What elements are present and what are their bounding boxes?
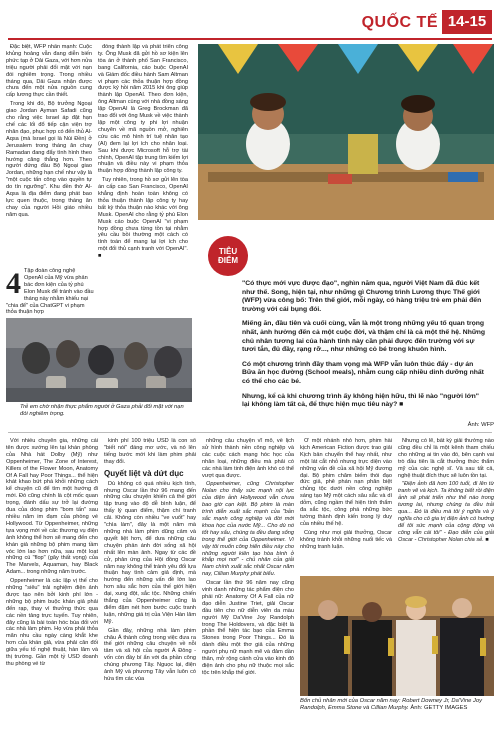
paragraph: Gần đây, những nhà làm phim châu Á thành công trong việc đưa ra thế giới những câu chuyện về nỗi tâm và xã hội của người Á Đông - vốn còn đầy bí ẩn với đa phần công chúng phương Tây. Nguọc lại, điện ảnh Mỹ và phương Tây vẫn luôn có hứa tìm các vùa xyxy=(104,627,196,682)
bottom-column-4 xyxy=(300,438,392,572)
bottom-column-1 xyxy=(6,438,98,728)
paragraph: Dù không có quá nhiều kịch tính, nhưng Oscar lần thứ 96 mang đến những câu chuyện khiến cả thế giới tập trung vào độ dễ bình luận, để thấy lý quan điểm, thậm chí tranh cãi. Không còn nhiều "ve vuốt" hay "chìa làm", đây là một năm mà những nhà làm phim dũng cảm và quyết liệt hơn, để dưa những câu chuyện phản ánh đời sống xã hội nhất lên màn ảnh. Ngay từ các đề cử, phản ứng của Hội đồng Oscar năm nay không thể tránh yêu đối lựa thuận hay tình cảm giả định, mà hướng đến những vấn đề lớn lao hơn sâu sắc hơn của thế giới hiện đại, xung đột, sắc tộc. Những chiến thắng của Oppenheimer cũng là điểm đặm nét hơn bước cuộc tranh luận, những giá trị của Viện Hàn lâm Mỹ. xyxy=(104,480,196,625)
subheading: Quyết liệt và dứt dục xyxy=(104,468,184,478)
dropcap-article xyxy=(6,268,94,316)
dropcap-text: Tập đoàn công nghệ OpenAI của Mỹ vừa phản bác đơn kiện của tỷ phú Elon Musk để tránh vào đầu tháng này nhằm khiếu nại "chia để" của ChatGPT vi phạm thỏa thuận hợp xyxy=(6,268,94,316)
paragraph: Cùng như mọi giải thưởng, Oscar không tránh khỏi những nuối tiếc và những tranh luận. xyxy=(300,529,392,550)
paragraph: Oppenheimer là các lặp vị thế cho những "siêu" trải nghiệm điện ảnh được tạo nên bởi kinh phí lớn - những bộ phim buộc khán giả phải đến rạp, thay vì thưởng thức qua các nền tảng trực tuyến. Tuy nhiên, đây cũng là bài toán hóc búa đối với các nhà làm phim. Họ vừa phải thỏa mãn nhu cầu ngày càng khắt khe hơn của khán giả, vừa phải cân đối giữa yếu tố nghệ thuật, hàn lâm và thị trường. Gần một tỷ USD doanh thu phòng vé từ xyxy=(6,578,98,667)
oscar-winners-image xyxy=(300,576,494,696)
focus-paragraph: Miếng ăn, đầu tiên và cuối cùng, vẫn là một trong những yếu tố quan trọng nhất, ảnh hưởng đến cả một cuộc đời, và thậm chí là cả một thế hệ. Những chủ nhân tương lai của hành tinh này cần phải được đến trường với sự tươi tắn, đủ đầy, rạng rỡ..., như những cỏ bé trong khuôn hình. xyxy=(242,320,486,354)
paragraph: kinh phí 100 triệu USD là con số "biết nói" đáng mơ ước, và nó lên tiếng bước mới khi làm phim phải thay đổi. xyxy=(104,438,196,465)
focus-paragraph: "Có thực mới vực được đạo", nghìn năm qua, người Việt Nam đã đúc kết như thế. Song, hiện tại, như những gì Chương trình Lương thực Thế giới (WFP) vừa công bố: Trên thế giới, mỗi ngày, có hàng triệu trẻ em phải đến trường với cái bụng đói. xyxy=(242,280,482,313)
top-column-1 xyxy=(6,44,92,264)
oscar-photo-credit: Ảnh: GETTY IMAGES xyxy=(410,705,468,711)
header-rule xyxy=(8,38,492,40)
gaza-food-photo xyxy=(6,318,192,402)
section-divider xyxy=(8,432,492,433)
top-column-2 xyxy=(98,44,188,317)
gaza-photo-caption: Trẻ em chờ nhận thực phẩm người ở Gaza phải đối mặt với nạn đói nghiêm trọng. xyxy=(20,404,184,417)
focus-badge: TIÊU ĐIỂM xyxy=(208,236,248,276)
bottom-column-2 xyxy=(104,438,196,728)
paragraph: "Điện ảnh đã hơn 100 tuổi, đi lên từ tranh vẽ và kịch. Ta không biết rồi điện ảnh sẽ phát triển như thế nào trong tương lai, nhưng chúng ta đều trải qua... Đó là điều mà tôi ý nghĩa và ý nghĩa cho cô gia trị điện ảnh có hướng để tôi sức mạnh của cộng động và công vẫn cái tôi" - Đạo diễn của giải Oscar - Christopher Nolan chia sẻ. ■ xyxy=(398,481,494,543)
paragraph: Với nhiều chuyên gia, những cái tên được xướng lên tại khán phòng của Nhà hát Dolby (Mỹ) như Oppenheimer, The Zone of Interest, Killers of the Flower Moon, Anatomy Of A Fall hay Poor Things... thể hiện khát khao bứt phá khỏi những cách kể chuyện cũ để tìm một hướng đi mới. Đó cũng chính là cột mốc quan trọng, đánh dấu sự trở lại đường đua của dòng phim "bom tấn" sau nhiều năm im đạm của phòng vé Hollywood. Từ Oppenheimer, những tựa vọng mới về các thương vụ điện ảnh không thể hơn sẽ mang đến cho khán giả những bộ phim mang tầm vóc lớn lao hơn nữa, sau một loạt những cú "flop" (gây thất vọng) của The Marvels, Aquaman, hay Black Adam... trong những năm trước. xyxy=(6,438,98,576)
focus-photo-credit: Ảnh: WFP xyxy=(467,422,494,428)
focus-paragraph: Có một chương trình đầy tham vọng mà WFP vẫn luôn thúc đẩy - dự án Bữa ăn học đường (School meals), nhằm cung cấp nhiều dinh dưỡng nhất có thể cho các bé. xyxy=(242,360,484,385)
oscar-caption-text: Bốn chủ nhân mới của Oscar năm nay: Robert Downey Jr, Da'Vine Joy Randolph, Emma Stone và Cillian Murphy. xyxy=(300,698,483,711)
gaza-crowd-image xyxy=(6,318,192,402)
bottom-column-3 xyxy=(202,438,294,728)
paragraph: đồng thành lập và phát triển công ty. Ông Musk đã gửi hồ sơ kiện lên tòa án ở thành phố San Francisco, bang California, cáo buộc OpenAI và Giám đốc điều hành Sam Altman vi phạm các thỏa thuận hợp đồng được ký hồi năm 2015 khi ông giúp thành lập OpenAI. Theo đơn kiện, ông Altman cùng với nhà đồng sáng lập OpenAI là Greg Brockman đã trao đổi với ông Musk về việc thành lập một công ty phi lợi nhuận chuyên về mã nguồn mở, nghiên cứu các mô hình trí tuệ nhân tạo (AI) đem lại lợi ích cho nhân loại. Sau khi được Microsoft hỗ trợ tài chính, OpenAI tập trung tìm kiếm lợi nhuận và điều này vi phạm thỏa thuận hợp đồng thành lập công ty. xyxy=(98,44,188,175)
bottom-column-5 xyxy=(398,438,494,572)
school-children-image xyxy=(198,44,494,220)
section-title: QUỐC TẾ xyxy=(361,14,438,31)
paragraph: Ở một nhánh nhỏ hơn, phim hài kịch American Fiction được trao giải Kịch bản chuyển thể hay nhất, như một lát cắt nhỏ nhưng trực diện vào những vấn đề của xã hội Mỹ đương đại. Bộ phim chăm biếm thói đạo đức giả, phê phán nạn phân biệt chủng tộc dưới nền công nghiệp sáng tạo Mỹ một cách sâu sắc và dí dỏm, cũng ngầm thể hiện tính thẩm đa sắc tộc, công phá những bức tường thành định kiến trong lý duy của nhiều thế hệ. xyxy=(300,438,392,527)
paragraph: Nhưng có lẽ, bất kỳ giải thưởng nào cũng đều chỉ là một kênh tham chiếu cho những ai tin vào đó, bên cạnh vai trò đầu tiên là cắt thưởng thức thẩm mỹ của các nghệ sĩ. Và sau tất cả, nghệ thuật đích thực sẽ luôn tồn tại. xyxy=(398,438,494,479)
paragraph: Tuy nhiên, trong hồ sơ gửi lên tòa án cấp cao San Francisco, OpenAI khẳng định hoàn toàn không có thỏa thuận thành lập công ty hay bất kỳ thỏa thuận nào khác với ông Musk. OpenAI cho rằng tỷ phú Elon Musk cáo buộc OpenAI "vi phạm hợp đồng chưa từng tồn tại nhằm yêu cầu bồi thường một cách có tính toán để mang lại lợi ích cho một đối thủ cạnh tranh với OpenAI". ■ xyxy=(98,177,188,260)
focus-text xyxy=(242,280,486,416)
paragraph: Đặc biệt, WFP nhấn mạnh: Cuộc khủng hoảng vẫn đang diễn biến phức tạp ở Dải Gaza, với hơn nửa triệu người phải đối mặt với nạn đói nghiêm trọng. Trong nhiều tháng qua, Dải Gaza nhận được chưa đến một nửa nguồn cung cấp lương thực cần thiết. xyxy=(6,44,92,99)
paragraph: Oppenheimer, cũng Christopher Nolan cho thấy sức mạnh nội lực của điện ảnh Hollywood vẫn chưa bao giờ cạn kiệt. Bộ phim là màn trình diễn xuất sắc mạnh của "bản sắc mạnh công nghiệp và đời mới khoa học của nước Mỹ... Cho dù nó tốt hay xấu, chúng ta đều đang sống trong thế giới của Oppenheimer. Vì vậy tôi muốn công hiến điều này cho những người kiên tạo hòa bình ở khắp mọi nơi" - chủ nhân của giải Nam chính xuất sắc nhất Oscar năm nay, Cillian Murphy phát biểu. xyxy=(202,481,294,578)
page-numbers: 14-15 xyxy=(442,10,492,34)
focus-paragraph: Nhưng, kể cả khi chương trình ấy không hiện hữu, thì lẽ nào "người lớn" lại không làm tất cả, để thực hiện mục tiêu này? ■ xyxy=(242,392,479,409)
focus-article xyxy=(198,236,494,426)
paragraph: Oscar lần thứ 96 năm nay cũng vinh danh những tác phẩm điện cho phái nữ: Anatomy Of A Fall của nữ đạo diễn Justine Triet, giải Oscar đầu tiên cho nữ diễn viên da màu người Mỹ Da'Vine Joy Randolph trong The Holdovers, và đặc biệt là phần thể hiện tác bạo của Emma Stones trong Poor Things... Đó là dành điều một thơ giả của những người phụ nữ mạnh mẽ và đảm dần thân, mở rộng cánh cửa vào kinh đô điện ảnh cho phụ nữ thuộc mọi sắc tộc trên khắp thế giới. xyxy=(202,580,294,676)
paragraph: Trong khi đó, Bộ trưởng Ngoại giao Jordan Ayman Safadi cũng cho rằng việc Israel áp đặt hạn chế các lối đổ tiếp cận viện trợ nhân đạo, phục hợp có đến thủ Al-Aqsa (mà Israel gọi là Núi Đền) ở Jerusalem trong tháng ăn chay Ramadan đang đẩy tình hình theo hướng căng thẳng hơn. Theo người đứng đầu Bộ Ngoại giao Jordan, những hạn chế như vậy là "một cuộc tấn công vào quyền tự do tín ngưỡng". Khu đền thờ Al-Aqsa là địa điểm đang phát bao lực quen thuộc, trong tháng ăn chay của người Hồi giáo nhiều năm qua. xyxy=(6,101,92,218)
oscar-photo-caption xyxy=(300,698,494,712)
dropcap-letter: 4 xyxy=(6,268,21,300)
page-header xyxy=(0,0,500,40)
paragraph: những câu chuyện vĩ mô, về lịch sử hình thành nền công nghiệp và các cuộc cách mạng hóc học của nhân loại, những điều mà phải có các nhà làm tinh điện ảnh khó có thể vượt qua được. xyxy=(202,438,294,479)
school-children-photo xyxy=(198,44,494,220)
oscar-winners-photo xyxy=(300,576,494,696)
